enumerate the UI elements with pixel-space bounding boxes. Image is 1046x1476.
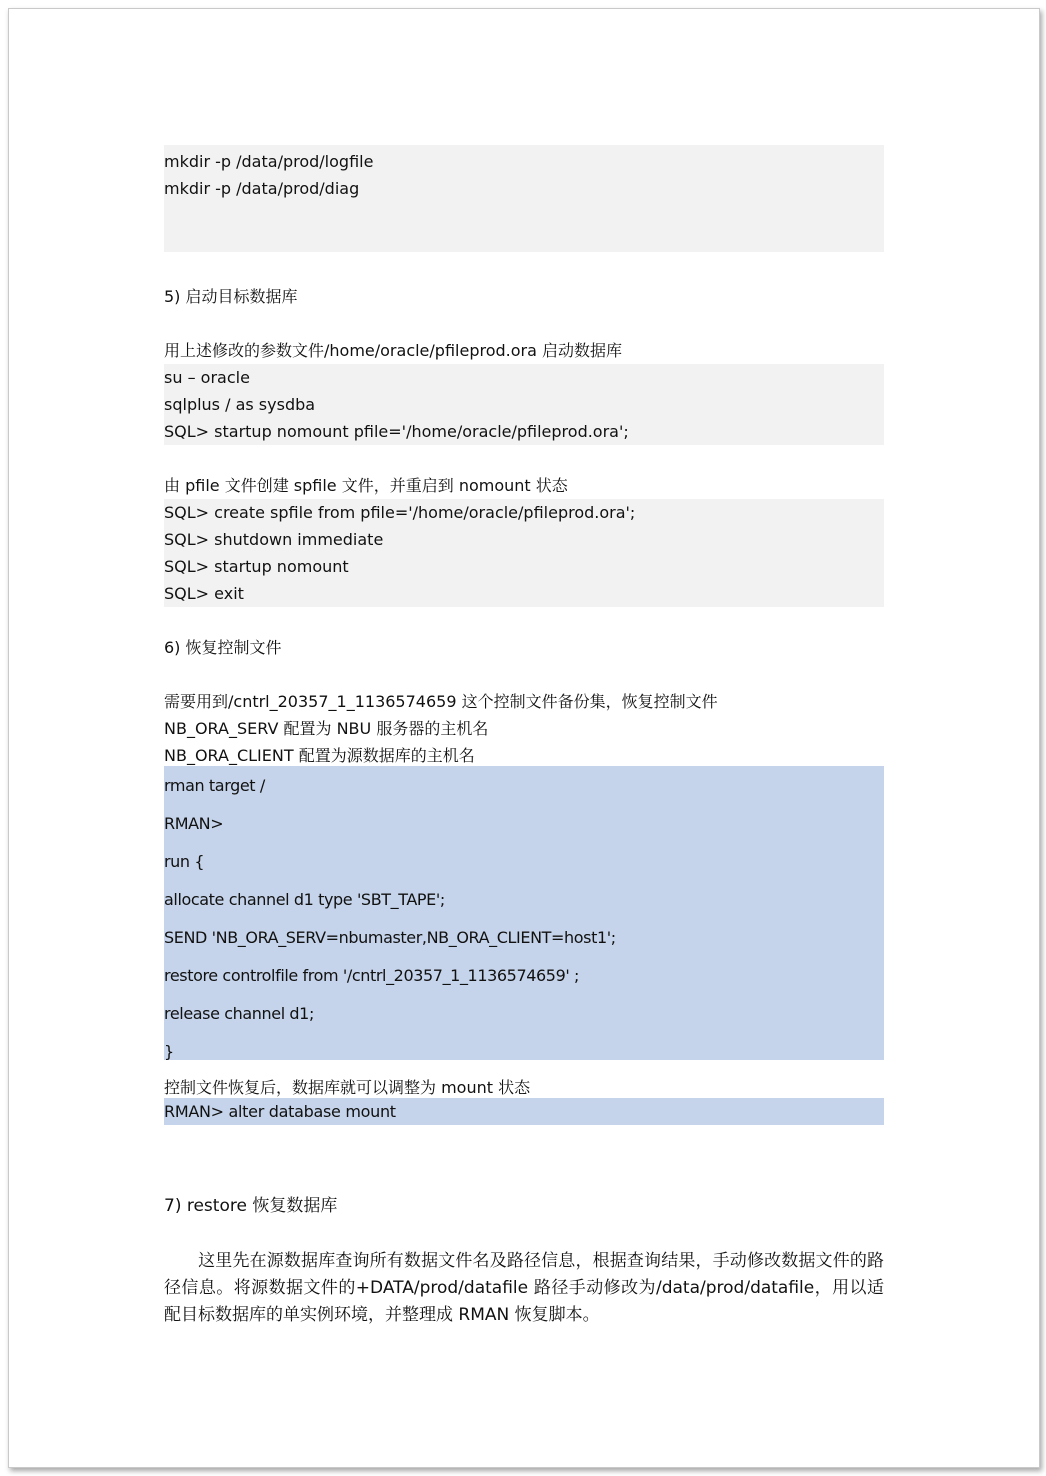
section-6-intro-line: NB_ORA_CLIENT 配置为源数据库的主机名 bbox=[164, 746, 475, 765]
code-line: mkdir -p /data/prod/diag bbox=[164, 179, 360, 198]
section-5-intro2: 由 pfile 文件创建 spfile 文件，并重启到 nomount 状态 bbox=[164, 476, 568, 495]
code-line: SQL> shutdown immediate bbox=[164, 530, 384, 549]
code-line: RMAN> alter database mount bbox=[164, 1102, 396, 1121]
code-line: SQL> exit bbox=[164, 584, 244, 603]
section-6-after-text: 控制文件恢复后，数据库就可以调整为 mount 状态 bbox=[164, 1078, 531, 1097]
section-5-intro: 用上述修改的参数文件/home/oracle/pfileprod.ora 启动数据库 bbox=[164, 341, 622, 360]
code-block-mount bbox=[164, 1098, 884, 1125]
code-line: release channel d1; bbox=[164, 1004, 314, 1023]
code-block-mkdir bbox=[164, 145, 884, 252]
code-line: su – oracle bbox=[164, 368, 250, 387]
document-page bbox=[8, 8, 1040, 1468]
code-line: mkdir -p /data/prod/logfile bbox=[164, 152, 374, 171]
section-7-paragraph-text: 这里先在源数据库查询所有数据文件名及路径信息，根据查询结果，手动修改数据文件的路径信息。将源数据文件的+DATA/prod/datafile 路径手动修改为/data/prod/datafile，用以适配目标数据库的单实例环境，并整理成 RMAN 恢复脚本。 bbox=[164, 1251, 884, 1325]
code-line: run { bbox=[164, 852, 205, 871]
code-line: rman target / bbox=[164, 776, 265, 795]
code-line: } bbox=[164, 1042, 174, 1061]
code-line: SQL> create spfile from pfile='/home/oracle/pfileprod.ora'; bbox=[164, 503, 636, 522]
section-7-paragraph bbox=[164, 1248, 884, 1329]
code-line: restore controlfile from '/cntrl_20357_1_1136574659' ; bbox=[164, 966, 580, 985]
code-block-startup bbox=[164, 364, 884, 445]
section-6-intro-line: NB_ORA_SERV 配置为 NBU 服务器的主机名 bbox=[164, 719, 489, 738]
code-block-rman bbox=[164, 766, 884, 1060]
code-line: sqlplus / as sysdba bbox=[164, 395, 316, 414]
code-line: SQL> startup nomount bbox=[164, 557, 349, 576]
section-6-heading: 6) 恢复控制文件 bbox=[164, 638, 282, 657]
code-block-spfile bbox=[164, 499, 884, 607]
code-line: RMAN> bbox=[164, 814, 224, 833]
code-line: SEND 'NB_ORA_SERV=nbumaster,NB_ORA_CLIENT=host1'; bbox=[164, 928, 616, 947]
code-line: SQL> startup nomount pfile='/home/oracle/pfileprod.ora'; bbox=[164, 422, 629, 441]
section-7-heading: 7) restore 恢复数据库 bbox=[164, 1196, 338, 1216]
section-5-heading: 5) 启动目标数据库 bbox=[164, 287, 298, 306]
section-6-intro-line: 需要用到/cntrl_20357_1_1136574659 这个控制文件备份集，恢复控制文件 bbox=[164, 692, 718, 711]
code-line: allocate channel d1 type 'SBT_TAPE'; bbox=[164, 890, 445, 909]
